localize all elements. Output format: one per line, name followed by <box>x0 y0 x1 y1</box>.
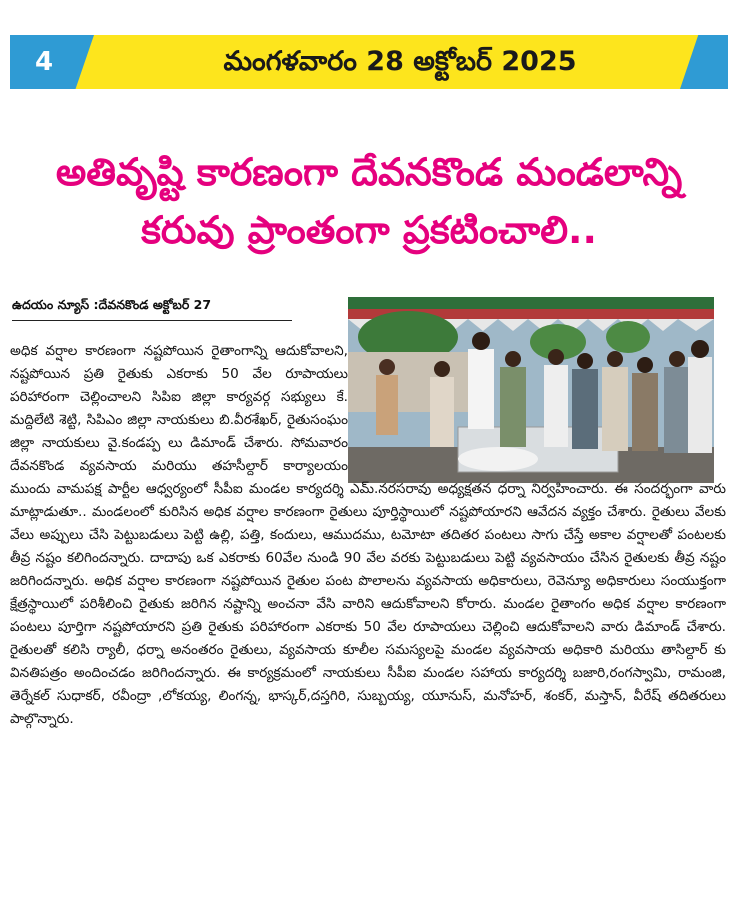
article-body-text: అధిక వర్షాల కారణంగా నష్టపోయిన రైతాంగాన్ని ఆదుకోవాలని, నష్టపోయిన ప్రతి రైతుకు ఎకరాకు 50 వేల రూపాయలు పరిహారంగా చెల్లించాలని సిపిఐ జిల్లా కార్యవర్గ సభ్యులు కే. మద్దిలేటి శెట్టి, సిపిఎం జిల్లా నాయకులు బి.వీరశేఖర్, రైతుసంఘం జిల్లా నాయకులు వై.కండప్ప లు డిమాండ్ చేశారు. సోమవారం దేవనకొండ వ్యవసాయ మరియు తహసీల్దార్ కార్యాలయం ముందు వామపక్ష పార్టీల ఆధ్వర్యంలో సీపీఐ మండల కార్యదర్శి ఎమ్.నరసరావు అధ్యక్షతన ధర్నా నిర్వహించారు. ఈ సందర్భంగా వారు మాట్లాడుతూ.. మండలంలో కురిసిన అధిక వర్షాల కారణంగా రైతులు పూర్తిస్థాయిలో నష్టపోయారని ఆవేదన వ్యక్తం చేశారు. రైతులు వేలకు వేలు అప్పులు చేసి పెట్టుబడులు పెట్టి ఉల్లి, పత్తి, కందులు, ఆముదము, టమోటా తదితర పంటలు సాగు చేస్తే అకాల వర్షాలతో పంటలకు తీవ్ర నష్టం కలిగిందన్నారు. దాదాపు ఒక ఎకరాకు 60వేల నుండి 90 వేల వరకు పెట్టుబడులు పెట్టి వ్యవసాయం చేసిన రైతులకు తీవ్ర నష్టం జరిగిందన్నారు. అధిక వర్షాల కారణంగా నష్టపోయిన రైతుల పంట పొలాలను వ్యవసాయ అధికారులు, రెవెన్యూ అధికారులు సంయుక్తంగా క్షేత్రస్థాయిలో పరిశీలించి రైతుకు జరిగిన నష్టాన్ని అంచనా వేసి వారిని ఆదుకోవాలని కోరారు. మండల రైతాంగం అధిక వర్షాల కారణంగా పంటలు పూర్తిగా నష్టపోయారని ప్రతి రైతుకు పరిహారంగా ఎకరాకు 50 వేల రూపాయలు చెల్లించి ఆదుకోవాలని వారు డిమాండ్ చేశారు. రైతులతో కలిసి ర్యాలీ, ధర్నా అనంతరం రైతులు, వ్యవసాయ కూలీల సమస్యలపై మండల వ్యవసాయ అధికారి మరియు తాసిల్దార్ కు వినతిపత్రం అందించడం జరిగిందన్నారు. ఈ కార్యక్రమంలో నాయకులు సీపీఐ మండల సహాయ కార్యదర్శి బజారి,రంగస్వామి, రామంజి, తెర్నేకల్ సుధాకర్, రవీంద్రా ,లోకయ్య, లింగన్న, భాస్కర్,దస్తగిరి, సుబ్బయ్య, యూనుస్, మనోహర్, శంకర్, మస్తాన్, వీరేష్ తదితరులు పాల్గొన్నారు. <box>10 343 726 727</box>
page-number: 4 <box>34 47 54 77</box>
headline-line-1: అతివృష్టి కారణంగా దేవనకొండ మండలాన్ని <box>55 150 683 194</box>
issue-date: మంగళవారం 28 అక్టోబర్ 2025 <box>223 46 577 77</box>
headline-line-2: కరువు ప్రాంతంగా ప్రకటించాలి.. <box>141 208 597 252</box>
dateline: ఉదయం న్యూస్ :దేవనకొండ అక్టోబర్ 27 <box>12 297 292 321</box>
article-body <box>10 340 726 731</box>
photo-spacer <box>348 340 726 478</box>
